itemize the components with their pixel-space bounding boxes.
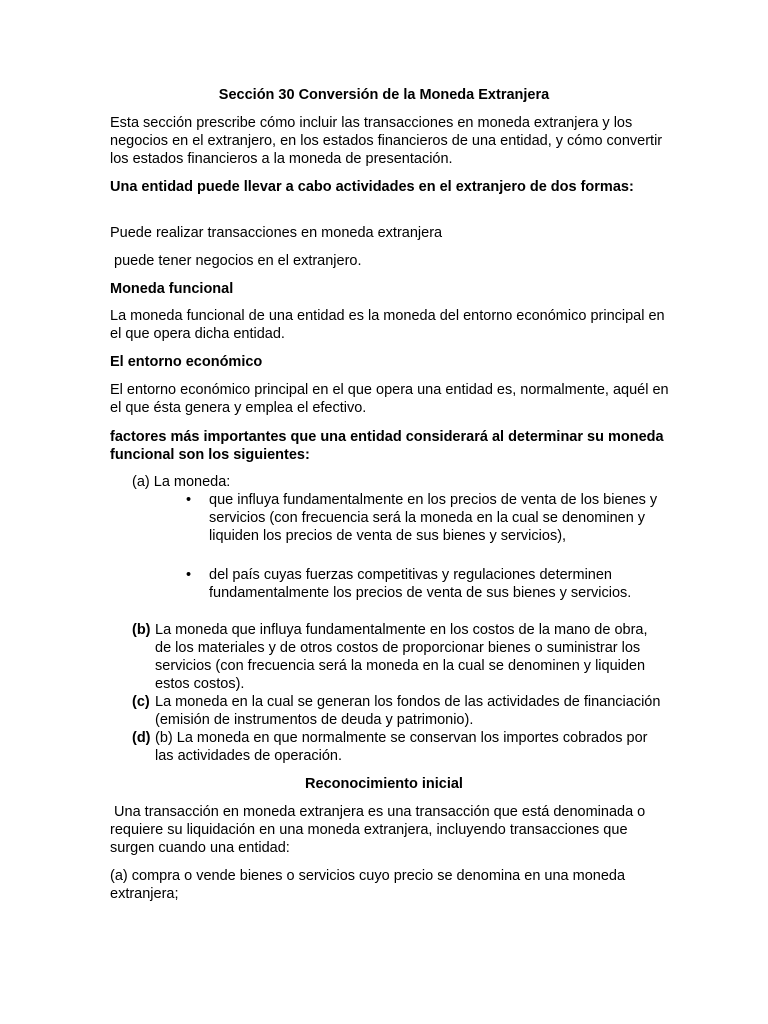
- form-1-text: Puede realizar transacciones en moneda extranjera: [110, 225, 443, 241]
- form-2-text: puede tener negocios en el extranjero.: [110, 253, 362, 269]
- factor-b-text: La moneda que influya fundamentalmente en los costos de la mano de obra, de los materiales y de otros costos de proporcionar bienes o suministrar los servicios (con frecuencia será la moneda en la cual se denominen y liquiden estos costos).: [155, 622, 648, 692]
- recognition-item-a: (a) compra o vende bienes o servicios cuyo precio se denomina en una moneda extranjera;: [110, 868, 626, 902]
- recognition-text: Una transacción en moneda extranjera es una transacción que está denominada o requiere su liquidación en una moneda extranjera, incluyendo transacciones que surgen cuando una entidad:: [110, 804, 650, 856]
- economic-environment-text: El entorno económico principal en el que opera una entidad es, normalmente, aquél en el que ésta genera y emplea el efectivo.: [110, 382, 669, 416]
- forms-heading: Una entidad puede llevar a cabo actividades en el extranjero de dos formas:: [110, 179, 634, 195]
- functional-currency-heading: Moneda funcional: [110, 281, 234, 297]
- factor-c-label: (c): [132, 694, 150, 710]
- factor-c-text: La moneda en la cual se generan los fondos de las actividades de financiación (emisión de instrumentos de deuda y patrimonio).: [155, 694, 661, 728]
- functional-currency-text: La moneda funcional de una entidad es la moneda del entorno económico principal en el que opera dicha entidad.: [110, 308, 665, 342]
- factor-b-label: (b): [132, 622, 151, 638]
- factor-a-label: (a) La moneda:: [132, 474, 231, 490]
- factor-a-bullet-1: que influya fundamentalmente en los precios de venta de los bienes y servicios (con frecuencia será la moneda en la cual se denominen y liquiden los precios de venta de sus bienes y servicios),: [209, 492, 658, 544]
- factors-heading: factores más importantes que una entidad considerará al determinar su moneda funcional son los siguientes:: [110, 429, 664, 463]
- factor-d-label: (d): [132, 730, 151, 746]
- economic-environment-heading: El entorno económico: [110, 354, 263, 370]
- factor-a-bullet-2: del país cuyas fuerzas competitivas y regulaciones determinen fundamentalmente los precios de venta de sus bienes y servicios.: [209, 567, 632, 601]
- bullet-icon: •: [186, 492, 192, 508]
- factor-d-text: (b) La moneda en que normalmente se conservan los importes cobrados por las actividades de operación.: [155, 730, 648, 764]
- bullet-icon: •: [186, 567, 192, 583]
- intro-paragraph: Esta sección prescribe cómo incluir las transacciones en moneda extranjera y los negocios en el extranjero, en los estados financieros de una entidad, y cómo convertir los estados financieros a la moneda de presentación.: [110, 115, 663, 167]
- document-title: Sección 30 Conversión de la Moneda Extranjera: [218, 87, 550, 103]
- recognition-heading: Reconocimiento inicial: [305, 776, 463, 792]
